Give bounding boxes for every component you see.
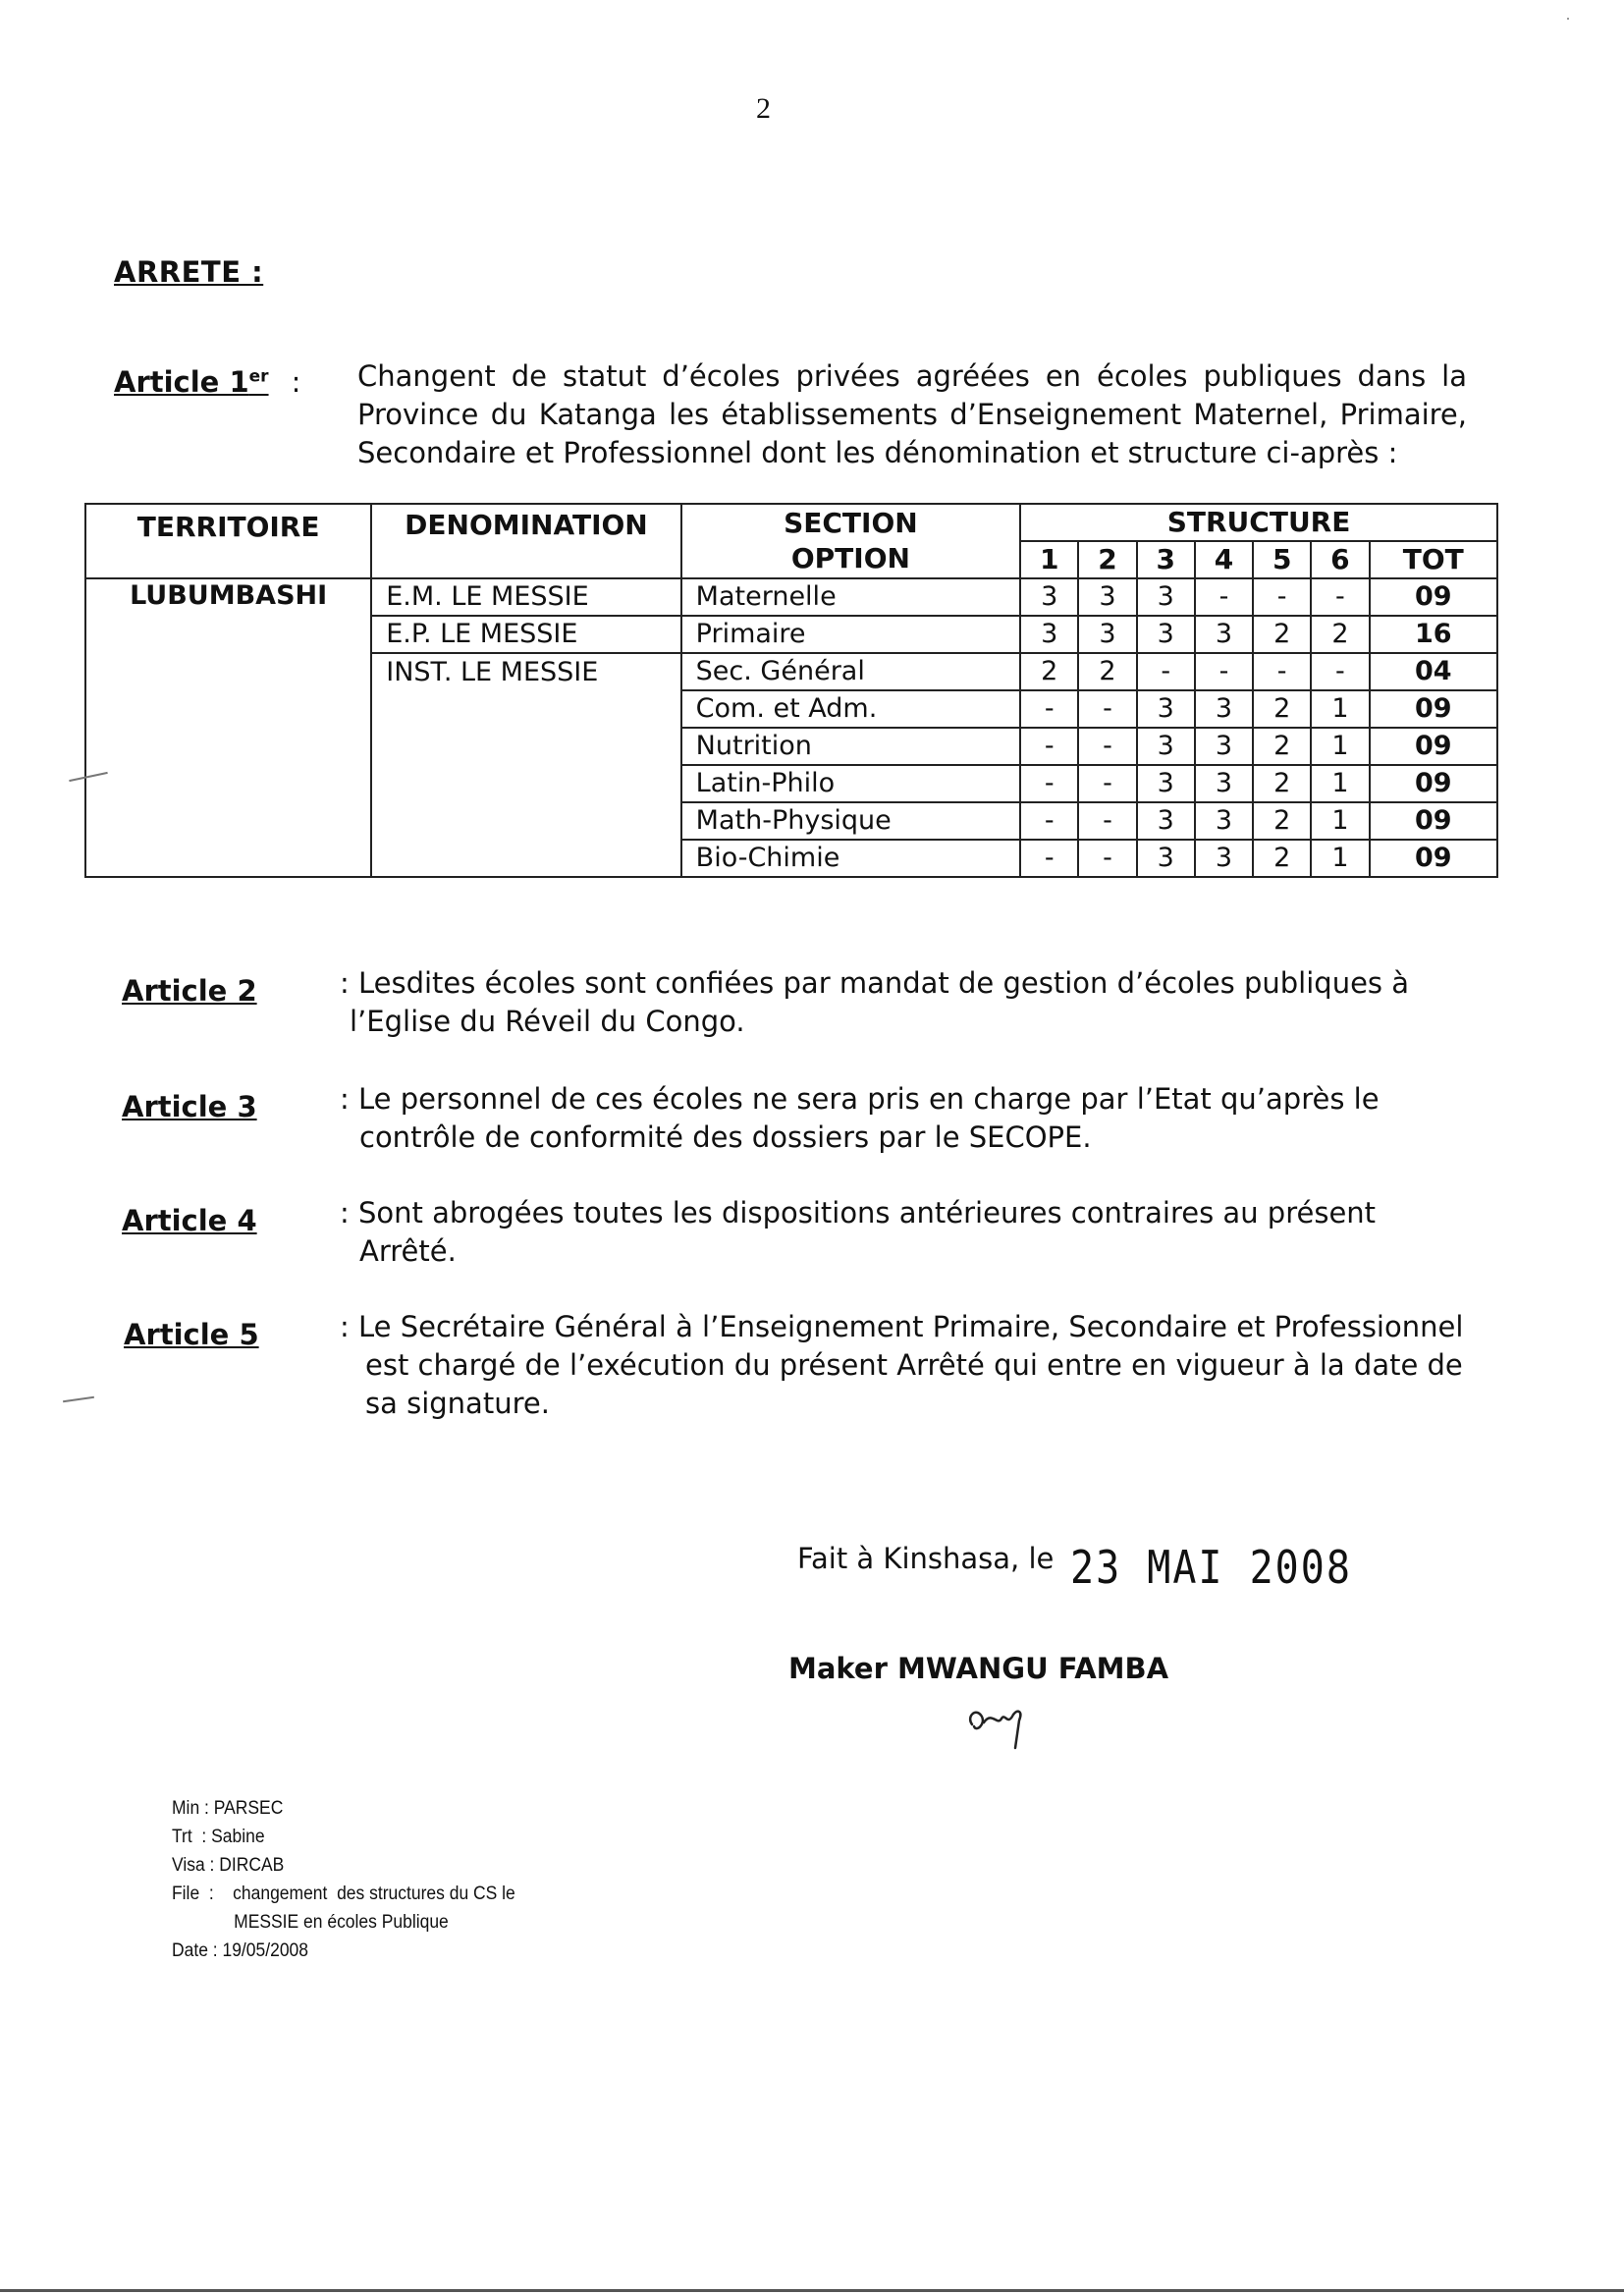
handwritten-signature [962,1697,1051,1756]
structure-value-cell: 2 [1253,728,1311,765]
denomination-cell [371,765,680,802]
signer-name: Maker MWANGU FAMBA [788,1652,1169,1685]
structure-value-cell: - [1253,653,1311,690]
structure-value-cell: - [1020,802,1078,840]
structure-value-cell: 2 [1253,690,1311,728]
denomination-cell: E.P. LE MESSIE [371,616,680,653]
article-4-label-text: Article 4 [122,1204,257,1237]
footer-line: Trt : Sabine [172,1827,265,1847]
structure-value-cell: 2 [1311,616,1369,653]
structure-value-cell: - [1078,765,1136,802]
structure-value-cell: - [1020,690,1078,728]
header-structure: STRUCTURE [1020,504,1497,541]
denomination-cell [371,690,680,728]
footer-line: Visa : DIRCAB [172,1855,285,1876]
table-row [85,653,1497,690]
structure-value-cell: 1 [1311,690,1369,728]
article-1-label [114,365,300,399]
header-col-4: 4 [1195,541,1253,578]
total-cell: 09 [1370,765,1497,802]
article-line: sa signature. [365,1387,550,1420]
header-section: SECTION [784,507,918,539]
article-1-label-text: Article 1 [114,365,249,399]
structure-value-cell: - [1137,653,1195,690]
article-5-label [124,1318,259,1351]
structure-value-cell: 3 [1137,840,1195,877]
territoire-cell [85,840,371,877]
structure-value-cell: 3 [1195,728,1253,765]
structure-value-cell: - [1020,840,1078,877]
table-row [85,616,1497,653]
header-col-2: 2 [1078,541,1136,578]
total-cell: 09 [1370,728,1497,765]
scan-dot [1567,18,1569,20]
denomination-cell [371,840,680,877]
place-date-label: Fait à Kinshasa, le [797,1542,1055,1575]
section-option-cell: Bio-Chimie [681,840,1020,877]
denomination-cell [371,728,680,765]
article-4-label [122,1204,257,1237]
structure-value-cell: 3 [1137,728,1195,765]
structure-value-cell: - [1078,802,1136,840]
article-line: : Le personnel de ces écoles ne sera pris en charge par l’Etat qu’après le [340,1082,1380,1116]
structure-table [84,503,1498,878]
table-row [85,765,1497,802]
denomination-cell [371,802,680,840]
article-5-label-text: Article 5 [124,1318,259,1351]
table-row [85,840,1497,877]
total-cell: 16 [1370,616,1497,653]
bottom-rule [0,2289,1624,2292]
article-line: : Lesdites écoles sont confiées par mandat de gestion d’écoles publiques à [340,966,1410,1000]
article-line: l’Eglise du Réveil du Congo. [350,1005,745,1038]
article-2-text [340,964,1409,1041]
structure-value-cell: - [1253,578,1311,616]
article-line: contrôle de conformité des dossiers par le SECOPE. [359,1120,1092,1154]
table-header-row [85,504,1497,541]
article-5-text [340,1308,1463,1423]
structure-value-cell: 3 [1195,802,1253,840]
article-line: : Sont abrogées toutes les dispositions antérieures contraires au présent [340,1196,1377,1229]
structure-value-cell: 3 [1137,690,1195,728]
denomination-cell: INST. LE MESSIE [371,653,680,690]
table-row [85,728,1497,765]
article-2-label [122,974,257,1008]
article-1-superscript: er [248,366,269,387]
page-number: 2 [756,92,771,125]
structure-value-cell: 2 [1020,653,1078,690]
section-option-cell: Latin-Philo [681,765,1020,802]
table-row [85,690,1497,728]
header-col-3: 3 [1137,541,1195,578]
footer-line: Min : PARSEC [172,1798,284,1819]
structure-value-cell: 3 [1020,616,1078,653]
structure-value-cell: 3 [1137,616,1195,653]
total-cell: 04 [1370,653,1497,690]
structure-value-cell: 2 [1253,765,1311,802]
structure-value-cell: 3 [1195,690,1253,728]
article-line: : Le Secrétaire Général à l’Enseignement Primaire, Secondaire et Professionnel [340,1310,1464,1343]
structure-value-cell: - [1311,653,1369,690]
territoire-cell [85,653,371,690]
structure-value-cell: - [1078,690,1136,728]
structure-value-cell: 3 [1137,802,1195,840]
section-option-cell: Math-Physique [681,802,1020,840]
footer-line: File : changement des structures du CS le [172,1884,515,1904]
section-option-cell: Primaire [681,616,1020,653]
article-3-label [122,1090,257,1123]
structure-value-cell: 3 [1195,616,1253,653]
header-col-tot: TOT [1370,541,1497,578]
territoire-cell [85,728,371,765]
structure-value-cell: - [1195,578,1253,616]
total-cell: 09 [1370,690,1497,728]
structure-value-cell: - [1311,578,1369,616]
article-line: est chargé de l’exécution du présent Arrêté qui entre en vigueur à la date de [365,1348,1463,1382]
structure-value-cell: - [1020,765,1078,802]
structure-value-cell: 3 [1195,765,1253,802]
header-col-1: 1 [1020,541,1078,578]
structure-value-cell: 2 [1253,616,1311,653]
article-4-text [340,1194,1376,1271]
structure-value-cell: 3 [1078,578,1136,616]
table-row [85,802,1497,840]
header-option: OPTION [790,542,910,574]
structure-value-cell: 1 [1311,840,1369,877]
structure-value-cell: 3 [1195,840,1253,877]
structure-value-cell: 1 [1311,802,1369,840]
total-cell: 09 [1370,578,1497,616]
structure-value-cell: 2 [1253,802,1311,840]
header-section-option [681,504,1020,578]
article-1-text [357,357,1467,472]
footer-line: MESSIE en écoles Publique [172,1912,449,1933]
article-1-colon: : [291,365,301,399]
structure-value-cell: - [1078,728,1136,765]
article-3-label-text: Article 3 [122,1090,257,1123]
table-row [85,578,1497,616]
section-option-cell: Maternelle [681,578,1020,616]
territoire-cell [85,616,371,653]
structure-value-cell: - [1078,840,1136,877]
margin-mark [63,1396,94,1402]
territoire-cell [85,765,371,802]
header-col-5: 5 [1253,541,1311,578]
structure-value-cell: 3 [1137,765,1195,802]
territoire-cell [85,690,371,728]
article-1-line: Province du Katanga les établissements d’Enseignement Maternel, Primaire, [357,398,1467,431]
structure-value-cell: 1 [1311,728,1369,765]
denomination-cell: E.M. LE MESSIE [371,578,680,616]
structure-value-cell: 3 [1020,578,1078,616]
section-option-cell: Nutrition [681,728,1020,765]
structure-value-cell: 3 [1078,616,1136,653]
territoire-cell [85,802,371,840]
structure-value-cell: 2 [1078,653,1136,690]
header-denomination: DENOMINATION [371,504,680,578]
structure-value-cell: - [1195,653,1253,690]
header-territoire: TERRITOIRE [85,504,371,578]
article-1-line: Secondaire et Professionnel dont les dénomination et structure ci-après : [357,436,1398,469]
heading-arrete: ARRETE : [114,255,264,289]
total-cell: 09 [1370,840,1497,877]
section-option-cell: Sec. Général [681,653,1020,690]
header-col-6: 6 [1311,541,1369,578]
article-line: Arrêté. [359,1234,457,1268]
footer-line: Date : 19/05/2008 [172,1940,308,1961]
table-body [85,578,1497,877]
structure-value-cell: 3 [1137,578,1195,616]
article-3-text [340,1080,1380,1157]
structure-value-cell: 2 [1253,840,1311,877]
article-2-label-text: Article 2 [122,974,257,1008]
signature-date: 23 MAI 2008 [1070,1542,1352,1595]
structure-value-cell: 1 [1311,765,1369,802]
territoire-cell: LUBUMBASHI [85,578,371,616]
structure-value-cell: - [1020,728,1078,765]
article-1-line: Changent de statut d’écoles privées agréées en écoles publiques dans la [357,359,1467,393]
section-option-cell: Com. et Adm. [681,690,1020,728]
total-cell: 09 [1370,802,1497,840]
footer-reference [172,1794,515,1965]
